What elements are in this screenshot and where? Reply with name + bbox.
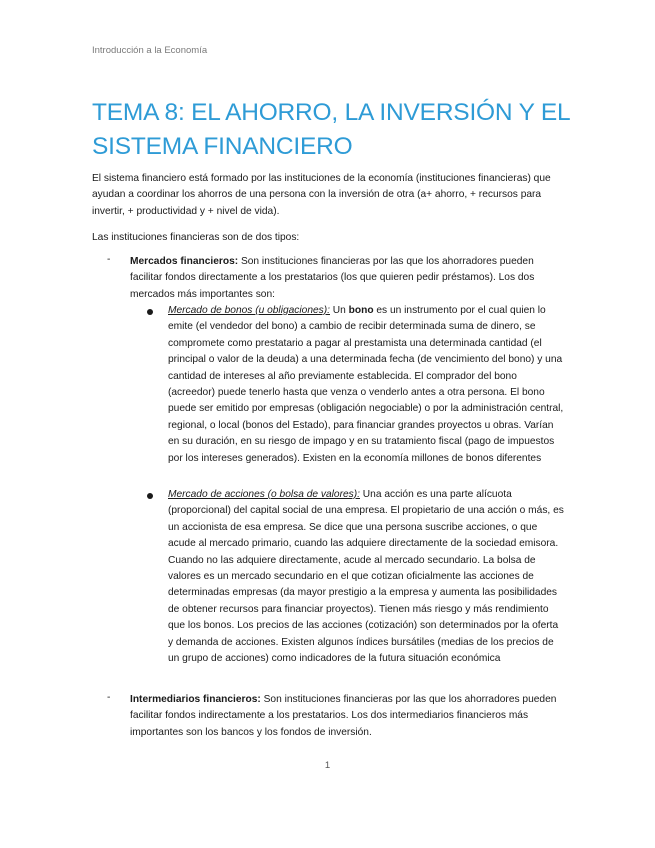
bonds-label: Mercado de bonos (u obligaciones): (168, 305, 330, 316)
page-number: 1 (324, 760, 331, 771)
intermediaries-text: Son instituciones financieras por las que los ahorradores pueden facilitar fondos indirectamente a los prestatarios. Los dos intermediarios financieros más importantes son los bancos y los fondos de inversión. (130, 694, 557, 738)
intro-paragraph: El sistema financiero está formado por las instituciones de la economía (instituciones financieras) que ayudan a coordinar los ahorros de una persona con la inversión de otra (a+ ahorro, + recursos para invertir, + productividad y + nivel de vida). (92, 173, 551, 217)
page-title: TEMA 8: EL AHORRO, LA INVERSIÓN Y EL SISTEMA FINANCIERO (92, 99, 570, 160)
types-intro: Las instituciones financieras son de dos tipos: (92, 232, 300, 243)
list-item-stocks (168, 487, 566, 667)
bullet-icon (147, 493, 153, 499)
stocks-label: Mercado de acciones (o bolsa de valores): (168, 489, 360, 500)
list-dash: - (107, 254, 111, 265)
intermediaries-title: Intermediarios financieros: (130, 694, 261, 705)
running-header: Introducción a la Economía (92, 45, 208, 56)
list-dash: - (107, 692, 111, 703)
list-item-intermediaries (130, 692, 566, 741)
stocks-text: Una acción es una parte alícuota (proporcional) del capital social de una empresa. El propietario de una acción o más, es un accionista de esa empresa. Se dice que una persona suscribe acciones, o que acude al mercado primario, cuando las adquiere directamente de la sociedad emisora. Cuando no las adquiere directamente, acude al mercado secundario. La bolsa de valores es un mercado secundario en el que cotizan oficialmente las acciones de determinadas empresas (da mayor prestigio a la empresa y aumenta las posibilidades de obtener recursos para financiar proyectos). Tienen más riesgo y más rendimiento que los bonos. Los precios de las acciones (cotización) son determinados por la oferta y demanda de acciones. Existen algunos índices bursátiles (medias de los precios de un grupo de acciones) como indicadores de la futura situación económica (168, 489, 564, 665)
bonds-pre: Un (329, 305, 349, 316)
bonds-text: es un instrumento por el cual quien lo emite (el vendedor del bono) a cambio de recibir determinada suma de dinero, se compromete como prestatario a pagar al prestamista una determinada cantidad (el principal o valor de la deuda) a una determinada fecha (de vencimiento del bono) y una cantidad de intereses al año previamente establecida. El comprador del bono (acreedor) puede tenerlo hasta que venza o venderlo antes a otra persona. El bono puede ser emitido por empresas (obligación negociable) o por la administración central, regional, o local (bonos del Estado), para financiar grandes proyectos u obras. Varían en su duración, en su riesgo de impago y en su tratamiento fiscal (pago de impuestos por los intereses generados). Existen en la economía millones de bonos diferentes (168, 305, 564, 464)
markets-title: Mercados financieros: (130, 256, 239, 267)
list-item-bonds (168, 303, 566, 467)
list-item-markets (130, 254, 566, 303)
markets-text: Son instituciones financieras por las que los ahorradores pueden facilitar fondos directamente a los prestatarios (los que quieren pedir préstamos). Los dos mercados más importantes son: (130, 256, 535, 300)
bonds-bold: bono (348, 305, 374, 316)
bullet-icon (147, 309, 153, 315)
